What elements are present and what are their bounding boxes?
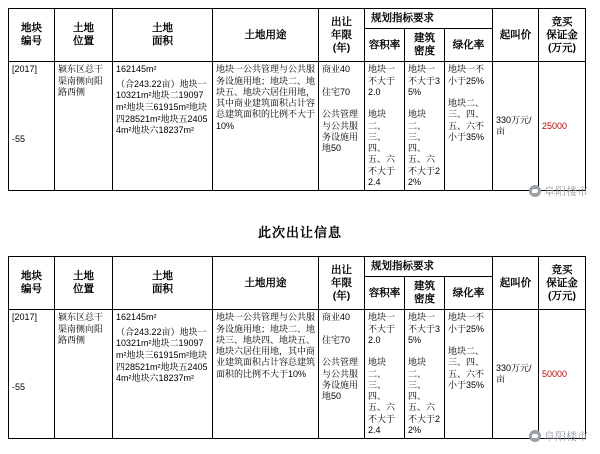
cell-start-price: 330万元/亩 bbox=[493, 310, 539, 439]
header-area-line2: 面积 bbox=[152, 35, 173, 48]
header-deposit-line1: 竞买 bbox=[551, 263, 573, 276]
cell-location: 颍东区总干渠南侧向阳路西侧 bbox=[55, 62, 113, 191]
header-years-line1: 出让 bbox=[331, 15, 352, 28]
plot-ratio-line2: 地块二、三、四、五、六不大于2.4 bbox=[368, 109, 396, 187]
header-deposit-line2: 保证金 bbox=[546, 276, 578, 289]
header-years-line3: (年) bbox=[332, 41, 351, 54]
green-ratio-line2: 地块二、三、四、五、六不小于35% bbox=[448, 98, 485, 142]
cell-building-density bbox=[405, 62, 445, 191]
header-years bbox=[319, 257, 365, 310]
cell-deposit: 25000 bbox=[539, 62, 586, 191]
green-ratio-line1: 地块一不小于25% bbox=[448, 64, 485, 86]
header-area-line1: 土地 bbox=[152, 270, 173, 283]
area-total: 162145m² bbox=[116, 312, 157, 323]
header-start-price: 起叫价 bbox=[493, 9, 539, 62]
cell-transfer-years bbox=[319, 310, 365, 439]
watermark-text: 阜阳楼市 bbox=[544, 186, 588, 198]
cell-plot-ratio bbox=[365, 62, 405, 191]
cell-parcel-id bbox=[9, 310, 55, 439]
header-deposit-line2: 保证金 bbox=[546, 28, 578, 41]
header-use: 土地用途 bbox=[213, 9, 319, 62]
cell-green-ratio bbox=[445, 310, 493, 439]
plot-ratio-line2: 地块二、三、四、五、六不大于2.4 bbox=[368, 357, 396, 435]
building-density-line1: 地块一不大于35% bbox=[408, 312, 441, 345]
header-building-density-line2: 密度 bbox=[414, 45, 435, 58]
header-planning: 规划指标要求 bbox=[365, 9, 493, 29]
header-years-line2: 年限 bbox=[331, 276, 352, 289]
header-area-line1: 土地 bbox=[152, 22, 173, 35]
table-header-row bbox=[9, 9, 586, 29]
cell-plot-ratio bbox=[365, 310, 405, 439]
header-years bbox=[319, 9, 365, 62]
parcel-id-top: [2017] bbox=[12, 312, 38, 323]
header-deposit bbox=[539, 9, 586, 62]
header-building-density bbox=[405, 29, 445, 62]
header-plot-ratio: 容积率 bbox=[365, 277, 405, 310]
header-id-line2: 编号 bbox=[21, 35, 42, 48]
header-location-line2: 位置 bbox=[73, 35, 94, 48]
plot-ratio-line1: 地块一不大于2.0 bbox=[368, 64, 396, 97]
wechat-logo-icon bbox=[529, 185, 541, 197]
header-location-line1: 土地 bbox=[73, 270, 94, 283]
years-public: 公共管理与公共服务设施用地50 bbox=[322, 357, 359, 402]
header-location-line2: 位置 bbox=[73, 283, 94, 296]
green-ratio-line1: 地块一不小于25% bbox=[448, 312, 485, 334]
cell-area bbox=[113, 62, 213, 191]
header-id-line1: 地块 bbox=[21, 22, 42, 35]
years-commercial: 商业40 bbox=[322, 312, 351, 323]
header-planning: 规划指标要求 bbox=[365, 257, 493, 277]
building-density-line1: 地块一不大于35% bbox=[408, 64, 441, 97]
header-plot-ratio: 容积率 bbox=[365, 29, 405, 62]
cell-deposit: 50000 bbox=[539, 310, 586, 439]
wechat-logo-icon bbox=[529, 430, 541, 442]
cell-parcel-id bbox=[9, 62, 55, 191]
building-density-line2: 地块二、三、四、五、六不大于22% bbox=[408, 109, 441, 187]
years-residential: 住宅70 bbox=[322, 86, 351, 97]
building-density-line2: 地块二、三、四、五、六不大于22% bbox=[408, 357, 441, 435]
header-id bbox=[9, 9, 55, 62]
header-green-ratio: 绿化率 bbox=[445, 277, 493, 310]
header-location-line1: 土地 bbox=[73, 22, 94, 35]
header-deposit bbox=[539, 257, 586, 310]
watermark-top bbox=[529, 183, 588, 199]
table-row bbox=[9, 310, 586, 439]
plot-ratio-line1: 地块一不大于2.0 bbox=[368, 312, 396, 345]
header-deposit-line1: 竞买 bbox=[551, 15, 573, 28]
years-public: 公共管理与公共服务设施用地50 bbox=[322, 109, 359, 154]
header-years-line1: 出让 bbox=[331, 263, 352, 276]
header-area bbox=[113, 257, 213, 310]
header-start-price: 起叫价 bbox=[493, 257, 539, 310]
area-breakdown: （合243.22亩）地块一10321m²地块二19097m²地块三61915m²地块四28521m²地块五24054m²地块六18237m² bbox=[116, 78, 208, 136]
header-location bbox=[55, 9, 113, 62]
cell-land-use: 地块一公共管理与公共服务设施用地；地块二、地块三、地块四、地块五、地块六居住用地，其中商业建筑面积占计容总建筑面积的比例不大于10% bbox=[213, 310, 319, 439]
area-total: 162145m² bbox=[116, 64, 157, 75]
watermark-bottom bbox=[529, 428, 588, 444]
cell-area bbox=[113, 310, 213, 439]
header-area bbox=[113, 9, 213, 62]
section-title: 此次出让信息 bbox=[257, 225, 342, 240]
area-breakdown: （合243.22亩）地块一10321m²地块二19097m²地块三61915m²地块四28521m²地块五24054m²地块六18237m² bbox=[116, 326, 208, 384]
header-deposit-line3: (万元) bbox=[548, 289, 576, 302]
header-building-density-line2: 密度 bbox=[414, 293, 435, 306]
header-years-line2: 年限 bbox=[331, 28, 352, 41]
cell-transfer-years bbox=[319, 62, 365, 191]
header-building-density bbox=[405, 277, 445, 310]
cell-building-density bbox=[405, 310, 445, 439]
land-parcel-table-bottom bbox=[8, 256, 586, 439]
table-row bbox=[9, 62, 586, 191]
header-building-density-line1: 建筑 bbox=[414, 32, 435, 45]
cell-land-use: 地块一公共管理与公共服务设施用地；地块二、地块五、地块六居住用地，其中商业建筑面积占计容总建筑面积的比例不大于10% bbox=[213, 62, 319, 191]
header-location bbox=[55, 257, 113, 310]
green-ratio-line2: 地块二、三、四、五、六不小于35% bbox=[448, 346, 485, 390]
watermark-text: 阜阳楼市 bbox=[544, 431, 588, 443]
parcel-id-bottom: -55 bbox=[12, 381, 26, 392]
years-commercial: 商业40 bbox=[322, 64, 351, 75]
header-years-line3: (年) bbox=[332, 289, 351, 302]
header-use: 土地用途 bbox=[213, 257, 319, 310]
table-header-row bbox=[9, 257, 586, 277]
header-id bbox=[9, 257, 55, 310]
cell-green-ratio bbox=[445, 62, 493, 191]
parcel-id-top: [2017] bbox=[12, 64, 38, 75]
header-green-ratio: 绿化率 bbox=[445, 29, 493, 62]
header-building-density-line1: 建筑 bbox=[414, 280, 435, 293]
header-id-line2: 编号 bbox=[21, 283, 42, 296]
land-parcel-table-top bbox=[8, 8, 586, 191]
years-residential: 住宅70 bbox=[322, 334, 351, 345]
header-deposit-line3: (万元) bbox=[548, 41, 576, 54]
cell-location: 颍东区总干渠南侧向阳路西侧 bbox=[55, 310, 113, 439]
header-id-line1: 地块 bbox=[21, 270, 42, 283]
cell-start-price: 330万元/亩 bbox=[493, 62, 539, 191]
parcel-id-bottom: -55 bbox=[12, 133, 26, 144]
header-area-line2: 面积 bbox=[152, 283, 173, 296]
